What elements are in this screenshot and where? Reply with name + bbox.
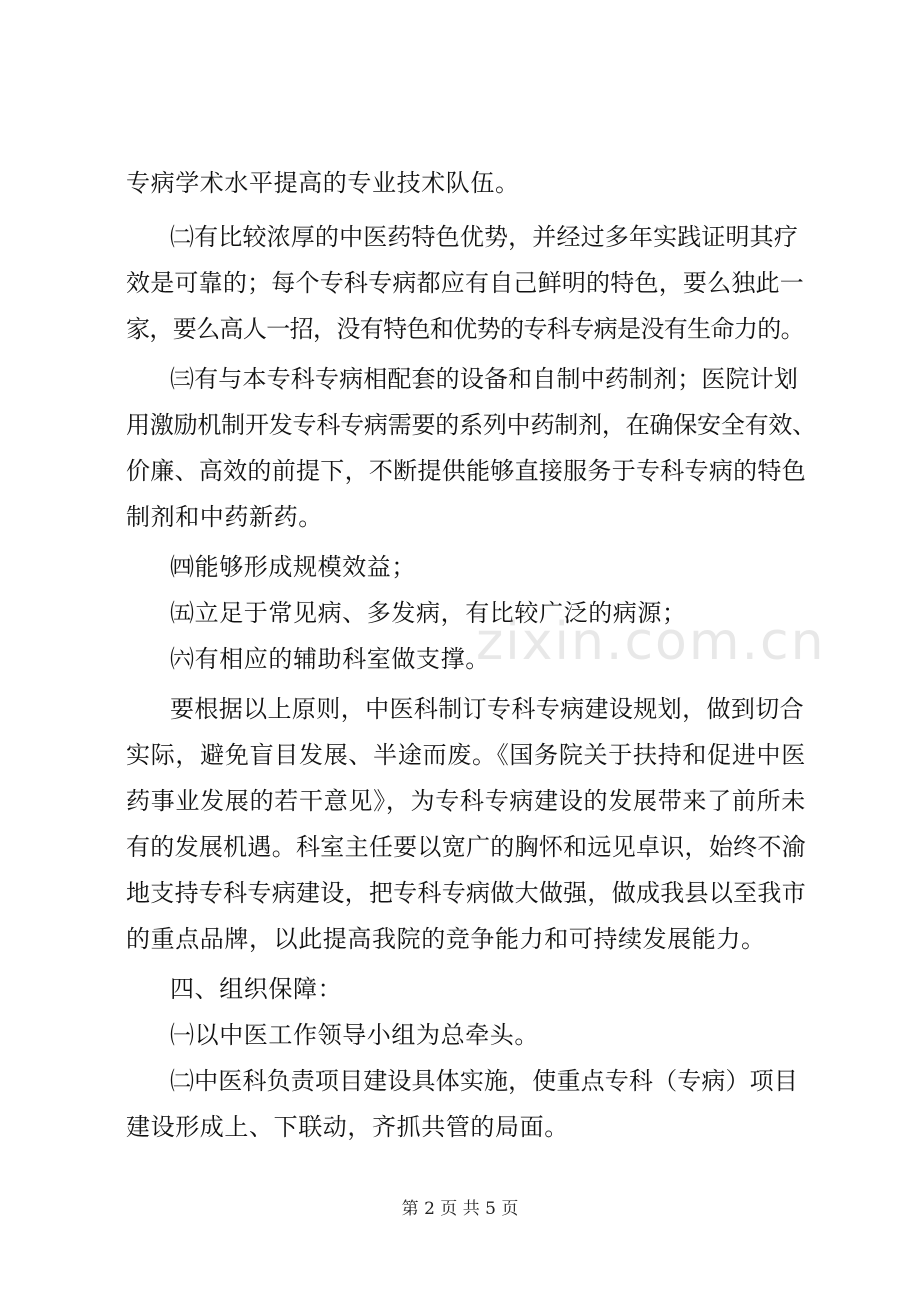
line-text: 专病学术水平提高的专业技术队伍。 <box>126 169 520 197</box>
line-text: ㈥有相应的辅助科室做支撑。 <box>170 645 490 673</box>
line-text: 的重点品牌，以此提高我院的竞争能力和可持续发展能力。 <box>126 925 766 953</box>
line-text: 价廉、高效的前提下，不断提供能够直接服务于专科专病的特色 <box>126 457 806 485</box>
line-text: 要根据以上原则，中医科制订专科专病建设规划，做到切合 <box>170 695 804 723</box>
line-text: ㈡中医科负责项目建设具体实施，使重点专科（专病）项目 <box>170 1067 798 1095</box>
line-text: 地支持专科专病建设，把专科专病做大做强，做成我县以至我市 <box>126 879 806 907</box>
line-text: ㈣能够形成规模效益； <box>170 553 416 581</box>
line-text: ㈢有与本专科专病相配套的设备和自制中药制剂；医院计划 <box>170 365 798 393</box>
watermark: zixin.com.cn <box>476 612 826 672</box>
line-text: ㈤立足于常见病、多发病，有比较广泛的病源； <box>170 599 687 627</box>
line-text: 建设形成上、下联动，齐抓共管的局面。 <box>126 1113 569 1141</box>
line-text: ㈡有比较浓厚的中医药特色优势，并经过多年实践证明其疗 <box>170 223 798 251</box>
line-text: ㈠以中医工作领导小组为总牵头。 <box>170 1021 539 1049</box>
line-text: 效是可靠的；每个专科专病都应有自己鲜明的特色，要么独此一 <box>126 269 804 297</box>
line-text: 药事业发展的若干意见》，为专科专病建设的发展带来了前所未 <box>126 787 806 815</box>
line-text: 四、组织保障： <box>170 975 343 1003</box>
line-text: 有的发展机遇。科室主任要以宽广的胸怀和远见卓识，始终不渝 <box>126 833 806 861</box>
page-footer: 第 2 页 共 5 页 <box>401 1199 519 1219</box>
line-text: 用激励机制开发专科专病需要的系列中药制剂，在确保安全有效、 <box>126 411 816 439</box>
line-text: 实际，避免盲目发展、半途而废。《国务院关于扶持和促进中医 <box>126 741 806 769</box>
line-text: 家，要么高人一招，没有特色和优势的专科专病是没有生命力的。 <box>126 315 804 343</box>
line-text: 制剂和中药新药。 <box>126 503 323 531</box>
